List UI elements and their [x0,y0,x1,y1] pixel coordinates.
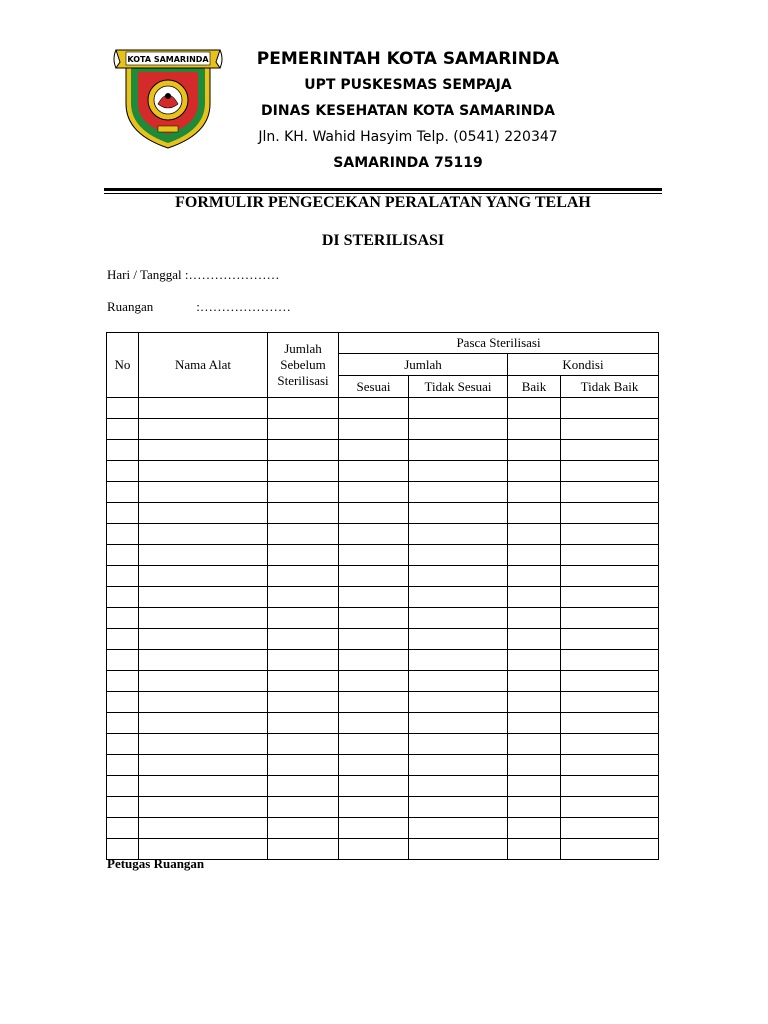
cell-nama-alat[interactable] [139,650,268,671]
cell-no[interactable] [107,713,139,734]
cell-no[interactable] [107,650,139,671]
cell-no[interactable] [107,545,139,566]
cell-no[interactable] [107,755,139,776]
table-row [107,734,659,755]
cell-baik[interactable] [508,461,561,482]
cell-jumlah-sebelum[interactable] [268,776,339,797]
cell-jumlah-sebelum[interactable] [268,482,339,503]
cell-sesuai[interactable] [339,776,409,797]
cell-nama-alat[interactable] [139,797,268,818]
cell-tidak-sesuai[interactable] [409,818,508,839]
cell-tidak-baik[interactable] [561,692,659,713]
cell-tidak-sesuai[interactable] [409,545,508,566]
cell-tidak-sesuai[interactable] [409,839,508,860]
cell-baik[interactable] [508,398,561,419]
cell-jumlah-sebelum[interactable] [268,797,339,818]
cell-tidak-baik[interactable] [561,755,659,776]
cell-tidak-baik[interactable] [561,839,659,860]
cell-jumlah-sebelum[interactable] [268,545,339,566]
cell-tidak-baik[interactable] [561,524,659,545]
cell-sesuai[interactable] [339,503,409,524]
cell-sesuai[interactable] [339,566,409,587]
cell-tidak-sesuai[interactable] [409,776,508,797]
cell-nama-alat[interactable] [139,776,268,797]
table-row [107,566,659,587]
cell-tidak-sesuai[interactable] [409,608,508,629]
health-center-name: UPT PUSKESMAS SEMPAJA [304,77,512,93]
cell-baik[interactable] [508,608,561,629]
cell-tidak-sesuai[interactable] [409,629,508,650]
cell-nama-alat[interactable] [139,566,268,587]
cell-jumlah-sebelum[interactable] [268,461,339,482]
cell-jumlah-sebelum[interactable] [268,608,339,629]
cell-tidak-sesuai[interactable] [409,566,508,587]
table-row [107,482,659,503]
cell-jumlah-sebelum[interactable] [268,398,339,419]
cell-baik[interactable] [508,482,561,503]
cell-jumlah-sebelum[interactable] [268,755,339,776]
form-title-line-2: DI STERILISASI [321,232,445,249]
cell-nama-alat[interactable] [139,671,268,692]
cell-jumlah-sebelum[interactable] [268,440,339,461]
cell-tidak-baik[interactable] [561,797,659,818]
cell-sesuai[interactable] [339,608,409,629]
svg-text:KOTA SAMARINDA: KOTA SAMARINDA [127,55,209,64]
header-jumlah-sebelum-sterilisasi [268,333,339,398]
cell-baik[interactable] [508,566,561,587]
cell-tidak-baik[interactable] [561,671,659,692]
cell-sesuai[interactable] [339,461,409,482]
cell-no[interactable] [107,398,139,419]
date-field[interactable] [107,267,280,283]
cell-baik[interactable] [508,713,561,734]
cell-nama-alat[interactable] [139,713,268,734]
cell-no[interactable] [107,440,139,461]
header-kondisi: Kondisi [508,354,659,376]
cell-nama-alat[interactable] [139,587,268,608]
header-no: No [107,333,139,398]
cell-sesuai[interactable] [339,818,409,839]
cell-jumlah-sebelum[interactable] [268,629,339,650]
letterhead [240,46,576,176]
cell-no[interactable] [107,503,139,524]
cell-tidak-baik[interactable] [561,440,659,461]
cell-sesuai[interactable] [339,587,409,608]
room-field[interactable] [107,299,291,315]
table-row [107,440,659,461]
cell-nama-alat[interactable] [139,545,268,566]
cell-tidak-baik[interactable] [561,650,659,671]
header-jumlah: Jumlah [339,354,508,376]
cell-baik[interactable] [508,755,561,776]
cell-baik[interactable] [508,629,561,650]
cell-sesuai[interactable] [339,797,409,818]
table-row [107,818,659,839]
cell-nama-alat[interactable] [139,818,268,839]
cell-tidak-baik[interactable] [561,629,659,650]
cell-nama-alat[interactable] [139,440,268,461]
cell-nama-alat[interactable] [139,461,268,482]
header-sesuai: Sesuai [339,376,409,398]
cell-tidak-sesuai[interactable] [409,419,508,440]
table-row [107,503,659,524]
cell-no[interactable] [107,587,139,608]
cell-jumlah-sebelum[interactable] [268,713,339,734]
cell-tidak-sesuai[interactable] [409,755,508,776]
cell-tidak-sesuai[interactable] [409,524,508,545]
cell-jumlah-sebelum[interactable] [268,503,339,524]
cell-sesuai[interactable] [339,482,409,503]
letterhead-divider [104,188,662,191]
cell-baik[interactable] [508,587,561,608]
cell-tidak-sesuai[interactable] [409,503,508,524]
cell-jumlah-sebelum[interactable] [268,692,339,713]
cell-nama-alat[interactable] [139,608,268,629]
cell-no[interactable] [107,776,139,797]
cell-no[interactable] [107,608,139,629]
cell-jumlah-sebelum[interactable] [268,524,339,545]
cell-tidak-sesuai[interactable] [409,461,508,482]
cell-sesuai[interactable] [339,398,409,419]
table-row [107,650,659,671]
cell-nama-alat[interactable] [139,755,268,776]
cell-baik[interactable] [508,503,561,524]
government-name: PEMERINTAH KOTA SAMARINDA [256,49,560,69]
cell-nama-alat[interactable] [139,524,268,545]
header-jumlah-sebelum-line-3: Sterilisasi [277,373,329,388]
cell-no[interactable] [107,671,139,692]
cell-baik[interactable] [508,797,561,818]
cell-sesuai[interactable] [339,629,409,650]
cell-nama-alat[interactable] [139,629,268,650]
cell-tidak-baik[interactable] [561,776,659,797]
cell-tidak-baik[interactable] [561,503,659,524]
cell-baik[interactable] [508,692,561,713]
cell-sesuai[interactable] [339,692,409,713]
table-row [107,545,659,566]
cell-tidak-baik[interactable] [561,608,659,629]
form-title-line-1: FORMULIR PENGECEKAN PERALATAN YANG TELAH [175,194,591,211]
cell-tidak-sesuai[interactable] [409,587,508,608]
table-row [107,713,659,734]
cell-jumlah-sebelum[interactable] [268,734,339,755]
cell-tidak-baik[interactable] [561,713,659,734]
cell-no[interactable] [107,482,139,503]
header-tidak-baik: Tidak Baik [561,376,659,398]
cell-sesuai[interactable] [339,419,409,440]
cell-tidak-sesuai[interactable] [409,734,508,755]
equipment-check-table [106,332,659,860]
table-row [107,776,659,797]
cell-tidak-sesuai[interactable] [409,713,508,734]
cell-tidak-sesuai[interactable] [409,797,508,818]
cell-baik[interactable] [508,419,561,440]
header-baik: Baik [508,376,561,398]
cell-tidak-baik[interactable] [561,566,659,587]
cell-sesuai[interactable] [339,734,409,755]
room-value[interactable]: :………………… [196,299,291,314]
cell-baik[interactable] [508,650,561,671]
cell-tidak-baik[interactable] [561,545,659,566]
cell-jumlah-sebelum[interactable] [268,671,339,692]
cell-nama-alat[interactable] [139,734,268,755]
cell-no[interactable] [107,797,139,818]
cell-tidak-sesuai[interactable] [409,398,508,419]
cell-baik[interactable] [508,734,561,755]
address-line: Jln. KH. Wahid Hasyim Telp. (0541) 220347 [258,129,558,145]
cell-baik[interactable] [508,440,561,461]
table-row [107,797,659,818]
cell-jumlah-sebelum[interactable] [268,587,339,608]
table-row [107,692,659,713]
header-pasca-sterilisasi: Pasca Sterilisasi [339,333,659,354]
cell-no[interactable] [107,692,139,713]
cell-no[interactable] [107,419,139,440]
table-row [107,461,659,482]
cell-no[interactable] [107,524,139,545]
cell-tidak-baik[interactable] [561,398,659,419]
cell-no[interactable] [107,566,139,587]
cell-tidak-sesuai[interactable] [409,440,508,461]
cell-tidak-sesuai[interactable] [409,692,508,713]
cell-tidak-baik[interactable] [561,734,659,755]
cell-sesuai[interactable] [339,671,409,692]
cell-no[interactable] [107,629,139,650]
kota-samarinda-emblem-icon [112,42,224,150]
room-label: Ruangan [107,299,154,314]
header-nama-alat: Nama Alat [139,333,268,398]
health-department-name: DINAS KESEHATAN KOTA SAMARINDA [261,103,555,119]
header-jumlah-sebelum-line-1: Jumlah [284,341,322,356]
cell-tidak-baik[interactable] [561,818,659,839]
table-row [107,671,659,692]
cell-sesuai[interactable] [339,650,409,671]
cell-no[interactable] [107,734,139,755]
table-row [107,755,659,776]
signature-label: Petugas Ruangan [107,856,205,871]
header-tidak-sesuai: Tidak Sesuai [409,376,508,398]
cell-nama-alat[interactable] [139,482,268,503]
cell-sesuai[interactable] [339,440,409,461]
cell-sesuai[interactable] [339,839,409,860]
table-row [107,398,659,419]
date-label: Hari / Tanggal [107,267,182,282]
table-row [107,419,659,440]
table-row [107,629,659,650]
cell-baik[interactable] [508,524,561,545]
cell-nama-alat[interactable] [139,419,268,440]
cell-baik[interactable] [508,671,561,692]
table-row [107,524,659,545]
table-body [107,398,659,860]
cell-tidak-baik[interactable] [561,461,659,482]
header-jumlah-sebelum-line-2: Sebelum [280,357,326,372]
cell-jumlah-sebelum[interactable] [268,839,339,860]
cell-no[interactable] [107,461,139,482]
cell-baik[interactable] [508,776,561,797]
table-row [107,587,659,608]
cell-no[interactable] [107,818,139,839]
cell-sesuai[interactable] [339,545,409,566]
cell-tidak-baik[interactable] [561,482,659,503]
cell-tidak-sesuai[interactable] [409,671,508,692]
city-postcode: SAMARINDA 75119 [333,155,483,171]
cell-tidak-baik[interactable] [561,419,659,440]
cell-nama-alat[interactable] [139,503,268,524]
cell-sesuai[interactable] [339,755,409,776]
cell-tidak-sesuai[interactable] [409,482,508,503]
cell-nama-alat[interactable] [139,398,268,419]
cell-nama-alat[interactable] [139,692,268,713]
cell-tidak-baik[interactable] [561,587,659,608]
cell-baik[interactable] [508,545,561,566]
cell-jumlah-sebelum[interactable] [268,650,339,671]
cell-jumlah-sebelum[interactable] [268,566,339,587]
date-value[interactable]: :………………… [184,267,280,282]
cell-jumlah-sebelum[interactable] [268,419,339,440]
cell-jumlah-sebelum[interactable] [268,818,339,839]
cell-sesuai[interactable] [339,713,409,734]
table-row [107,608,659,629]
cell-tidak-sesuai[interactable] [409,650,508,671]
cell-baik[interactable] [508,818,561,839]
cell-sesuai[interactable] [339,524,409,545]
cell-baik[interactable] [508,839,561,860]
